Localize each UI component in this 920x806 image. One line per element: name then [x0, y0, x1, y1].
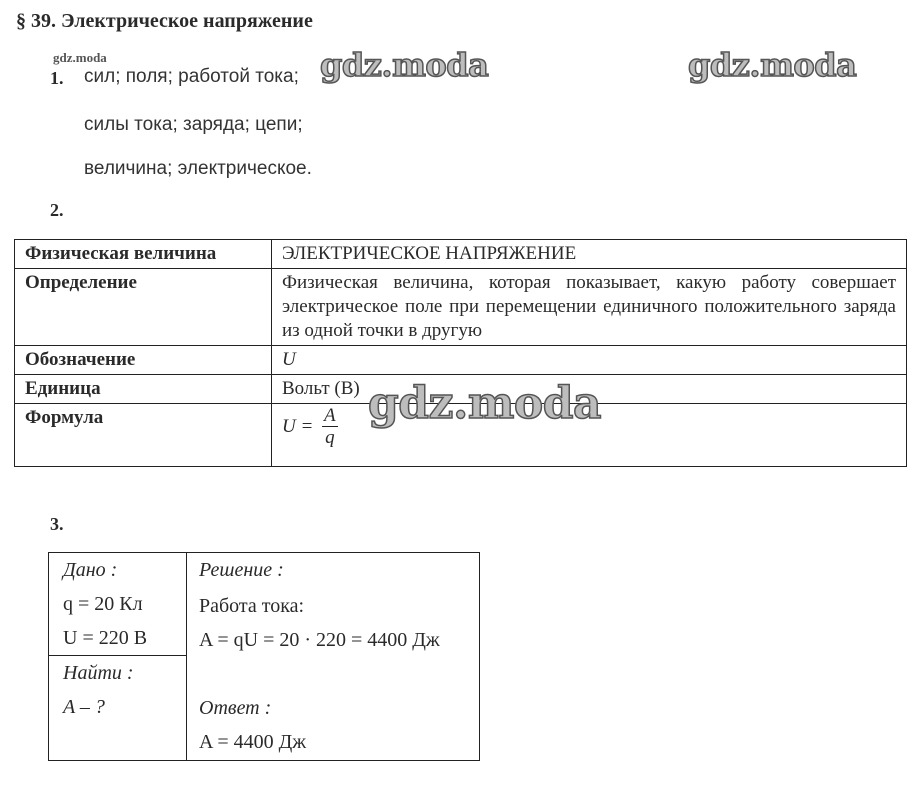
watermark-small: gdz.moda — [53, 50, 107, 65]
symbol-value: U — [272, 346, 907, 375]
definition-label: Определение — [15, 269, 272, 346]
answer-value: A = 4400 Дж — [199, 731, 307, 753]
formula-denominator: q — [325, 427, 335, 448]
quantity-label: Физическая величина — [15, 240, 272, 269]
solution-label: Решение : — [199, 559, 284, 581]
task3-number: 3. — [50, 514, 64, 534]
table-row — [15, 346, 907, 375]
task1-line: величина; электрическое. — [84, 158, 312, 179]
task2-number: 2. — [50, 200, 64, 220]
solution-text: Работа тока: — [199, 595, 305, 617]
watermark: gdz.moda — [320, 46, 489, 84]
watermark: gdz.moda — [368, 378, 602, 429]
watermark: gdz.moda — [688, 46, 857, 84]
task1-number: 1. — [50, 68, 64, 88]
find-value: A – ? — [63, 696, 105, 718]
table-row — [15, 269, 907, 346]
given-cell — [49, 553, 187, 656]
find-label: Найти : — [63, 662, 134, 684]
formula-lhs: U = — [282, 415, 314, 437]
quantity-value: ЭЛЕКТРИЧЕСКОЕ НАПРЯЖЕНИЕ — [272, 240, 907, 269]
solution-cell — [187, 553, 480, 761]
solution-formula: A = qU = 20 · 220 = 4400 Дж — [199, 629, 440, 651]
quantity-table — [14, 239, 907, 467]
find-cell — [49, 656, 187, 761]
problem-table — [48, 552, 480, 761]
formula-numerator: A — [324, 405, 336, 426]
formula-label: Формула — [15, 404, 272, 467]
task1-line: силы тока; заряда; цепи; — [84, 114, 303, 135]
task1-line: сил; поля; работой тока; — [84, 66, 299, 87]
answer-label: Ответ : — [199, 697, 272, 719]
given-value: q = 20 Кл — [63, 593, 143, 615]
unit-value: Вольт (В) — [272, 375, 907, 404]
table-row — [15, 240, 907, 269]
symbol-label: Обозначение — [15, 346, 272, 375]
unit-label: Единица — [15, 375, 272, 404]
section-heading: § 39. Электрическое напряжение — [16, 10, 313, 32]
given-value: U = 220 В — [63, 627, 148, 649]
formula-fraction — [322, 406, 338, 449]
definition-value: Физическая величина, которая показывает, какую работу совершает электрическое поле при перемещении единичного положительного заряда из одной точки в другую — [272, 269, 907, 346]
given-label: Дано : — [63, 559, 118, 581]
